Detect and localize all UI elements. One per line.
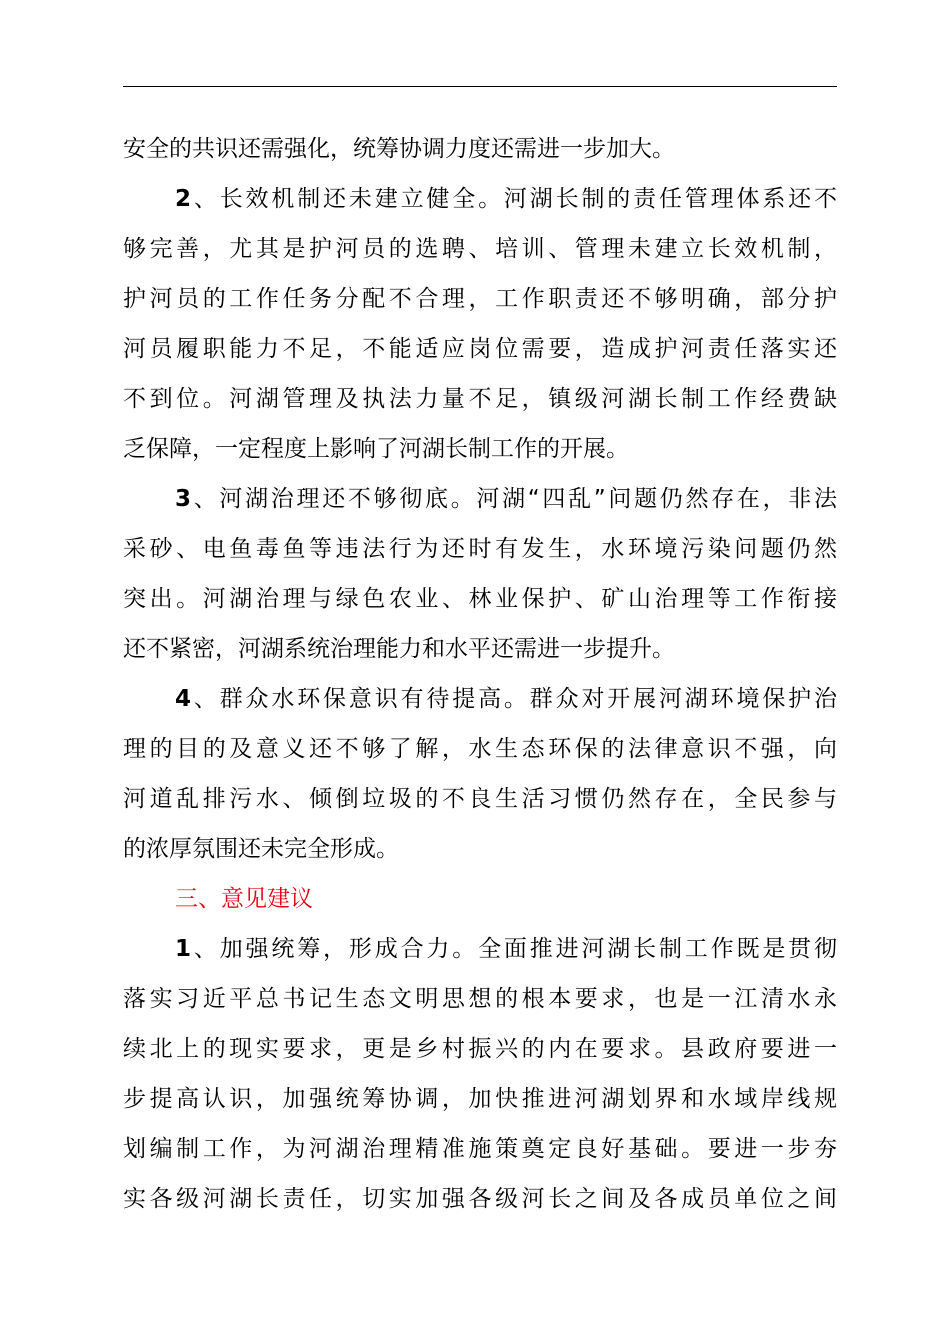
document-body xyxy=(123,124,837,1224)
paragraph-line: 步提高认识，加强统筹协调，加快推进河湖划界和水域岸线规 xyxy=(123,1086,837,1112)
paragraph-line: 4、群众水环保意识有待提高。群众对开展河湖环境保护治 xyxy=(175,686,837,712)
paragraph-line: 河道乱排污水、倾倒垃圾的不良生活习惯仍然存在，全民参与 xyxy=(123,786,837,812)
paragraph-line: 护河员的工作任务分配不合理，工作职责还不够明确，部分护 xyxy=(123,286,837,312)
paragraph-line: 理的目的及意义还不够了解，水生态环保的法律意识不强，向 xyxy=(123,736,837,762)
section-heading: 三、意见建议 xyxy=(175,886,313,912)
item-number: 3 xyxy=(175,486,192,512)
paragraph-line: 3、河湖治理还不够彻底。河湖“四乱”问题仍然存在，非法 xyxy=(175,486,837,512)
paragraph-line: 突出。河湖治理与绿色农业、林业保护、矿山治理等工作衔接 xyxy=(123,586,837,612)
paragraph-line: 2、长效机制还未建立健全。河湖长制的责任管理体系还不 xyxy=(175,186,837,212)
item-number: 2 xyxy=(175,186,192,212)
paragraph-line: 采砂、电鱼毒鱼等违法行为还时有发生，水环境污染问题仍然 xyxy=(123,536,837,562)
paragraph-line: 的浓厚氛围还未完全形成。 xyxy=(123,836,399,862)
paragraph-line: 落实习近平总书记生态文明思想的根本要求，也是一江清水永 xyxy=(123,986,837,1012)
paragraph-line: 安全的共识还需强化，统筹协调力度还需进一步加大。 xyxy=(123,136,675,162)
paragraph-line: 河员履职能力不足，不能适应岗位需要，造成护河责任落实还 xyxy=(123,336,837,362)
header-rule xyxy=(123,86,837,87)
paragraph-line: 不到位。河湖管理及执法力量不足，镇级河湖长制工作经费缺 xyxy=(123,386,837,412)
paragraph-line: 划编制工作，为河湖治理精准施策奠定良好基础。要进一步夯 xyxy=(123,1136,837,1162)
paragraph-line: 还不紧密，河湖系统治理能力和水平还需进一步提升。 xyxy=(123,636,675,662)
item-number: 1 xyxy=(175,936,192,962)
paragraph-line: 1、加强统筹，形成合力。全面推进河湖长制工作既是贯彻 xyxy=(175,936,837,962)
paragraph-line: 乏保障，一定程度上影响了河湖长制工作的开展。 xyxy=(123,436,629,462)
paragraph-line: 实各级河湖长责任，切实加强各级河长之间及各成员单位之间 xyxy=(123,1186,837,1212)
paragraph-line: 够完善，尤其是护河员的选聘、培训、管理未建立长效机制， xyxy=(123,236,837,262)
paragraph-line: 续北上的现实要求，更是乡村振兴的内在要求。县政府要进一 xyxy=(123,1036,837,1062)
item-number: 4 xyxy=(175,686,192,712)
